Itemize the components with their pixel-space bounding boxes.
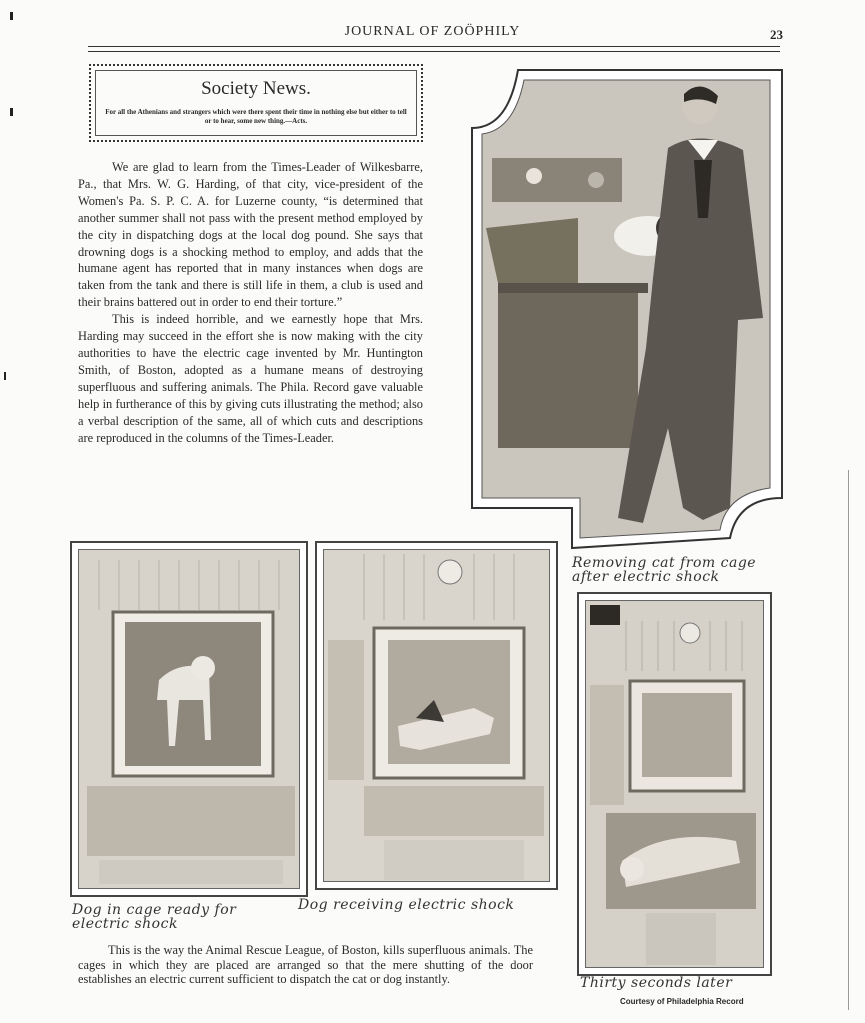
article-paragraph: This is indeed horrible, and we earnestly hope that Mrs. Harding may succeed in the effort she is now making with the city authorities to have the electric cage invented by Mr. Huntington Smith, of Boston, adopted as a humane means of destroying superfluous and suffering animals. The Phila. Record gave valuable help in furtherance of this by giving cuts illustrating the method; also a verbal description of the same, all of which cuts and descriptions are reproduced in the columns of the Times-Leader.	[78, 312, 423, 445]
caption-dog-receiving: Dog receiving electric shock	[298, 897, 515, 913]
margin-mark	[4, 372, 6, 380]
article-body	[78, 159, 423, 446]
society-news-title: Society News.	[201, 78, 311, 99]
photo-credit: Courtesy of Philadelphia Record	[620, 997, 744, 1006]
article-paragraph: We are glad to learn from the Times-Leader of Wilkesbarre, Pa., that Mrs. W. G. Harding, of that city, vice-president of the Women's Pa. S. P. C. A. for Luzerne county, “is determined that another summer shall not pass with the present method employed by the city in dispatching dogs at the local dog pound. She says that drowning dogs is a shocking method to employ, and adds that the humane agent has reported that in many instances when dogs are taken from the tank and there is still life in them, a club is used and their brains battered out in order to end their torture.”	[78, 160, 423, 310]
margin-mark	[10, 12, 13, 20]
photo-dog-receiving	[315, 541, 558, 890]
journal-title: JOURNAL OF ZOÖPHILY	[344, 24, 521, 39]
header-rule	[88, 51, 780, 52]
society-news-epigraph: For all the Athenians and strangers which were there spent their time in nothing else but either to tell or to hear, some new thing.—Acts.	[105, 108, 407, 125]
page-edge-line	[848, 470, 849, 1010]
page-number: 23	[770, 27, 783, 42]
photo-thirty-seconds	[577, 592, 772, 976]
bottom-paragraph-block	[78, 943, 533, 987]
caption-removing-cat: Removing cat from cage after electric shock	[572, 555, 757, 585]
caption-thirty-seconds: Thirty seconds later	[580, 975, 733, 991]
header-rule	[88, 46, 780, 47]
article-paragraph: This is the way the Animal Rescue League, of Boston, kills superfluous animals. The cages in which they are placed are arranged so that the mere shutting of the door establishes an electric current sufficient to dispatch the cat or dog instantly.	[78, 943, 533, 986]
photo-dog-ready	[70, 541, 308, 897]
caption-dog-ready: Dog in cage ready for electric shock	[72, 902, 237, 932]
photo-removing-cat	[468, 68, 784, 550]
margin-mark	[10, 108, 13, 116]
